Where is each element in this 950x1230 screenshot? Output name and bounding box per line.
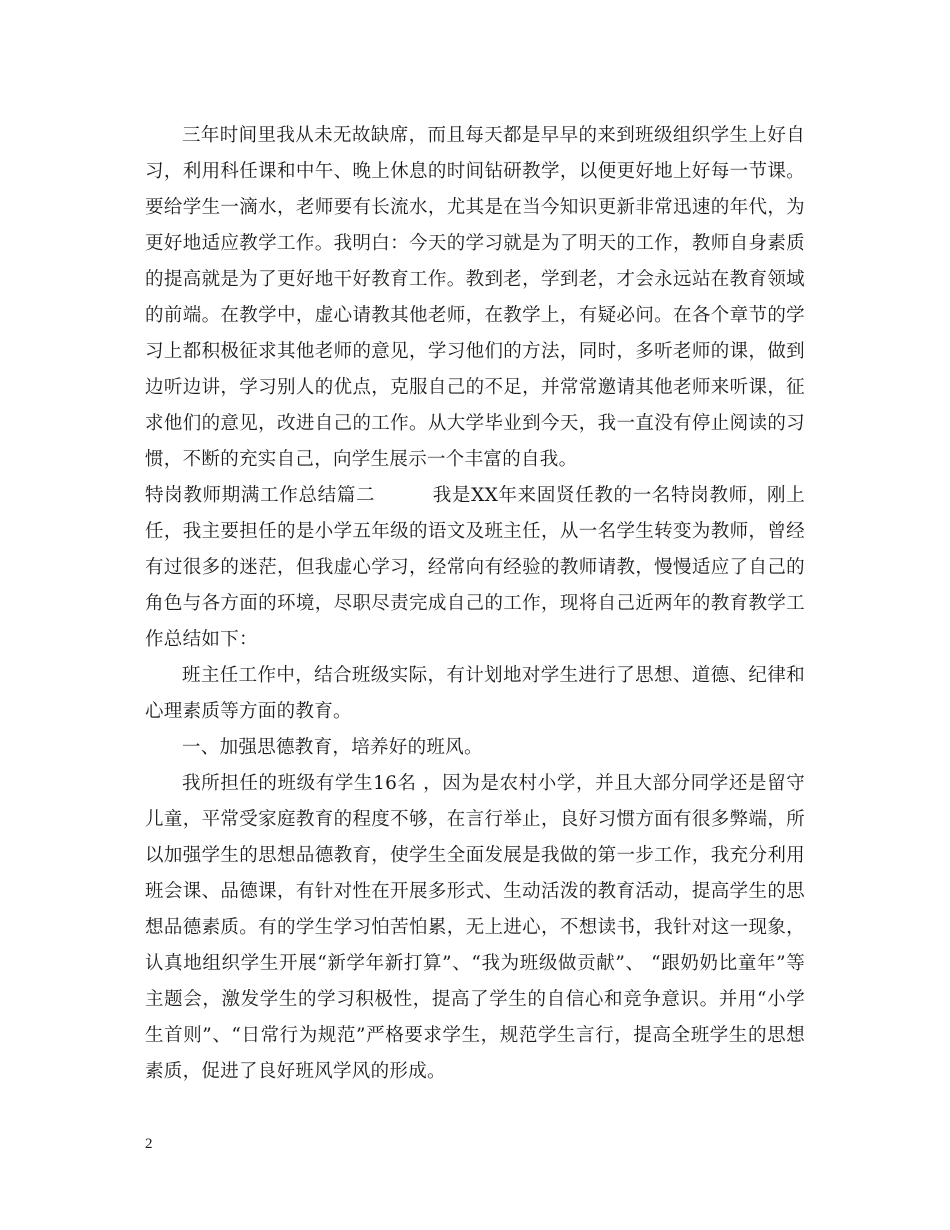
paragraph-class-details: 我所担任的班级有学生16名 ，因为是农村小学，并且大部分同学还是留守儿童，平常受家庭教育的程度不够，在言行举止，良好习惯方面有很多弊端，所以加强学生的思想品德教育，使学生全面发展是我做的第一步工作，我充分利用班会课、品德课，有针对性在开展多形式、生动活泼的教育活动，提高学生的思想品德素质。有的学生学习怕苦怕累，无上进心，不想读书，我针对这一现象，认真地组织学生开展“新学年新打算”、“我为班级做贡献”、 “跟奶奶比童年”等主题会，激发学生的学习积极性，提高了学生的自信心和竞争意识。并用“小学生首则”、“日常行为规范”严格要求学生，规范学生言行，提高全班学生的思想素质，促进了良好班风学风的形成。 bbox=[145, 773, 805, 1082]
paragraph-heading-moral-education: 一、加强思德教育，培养好的班风。 bbox=[182, 737, 483, 758]
document-body bbox=[145, 118, 805, 1090]
page-number: 2 bbox=[145, 1136, 153, 1152]
paragraph-section-two-intro: 特岗教师期满工作总结篇二 我是XX年来固贤任教的一名特岗教师，刚上任，我主要担任的是小学五年级的语文及班主任，从一名学生转变为教师，曾经有过很多的迷茫，但我虚心学习，经常向有经验的教师请教，慢慢适应了自己的角色与各方面的环境，尽职尽责完成自己的工作，现将自己近两年的教育教学工作总结如下： bbox=[145, 485, 805, 650]
paragraph-class-teacher-work: 班主任工作中，结合班级实际，有计划地对学生进行了思想、道德、纪律和心理素质等方面的教育。 bbox=[145, 665, 805, 722]
paragraph-attendance: 三年时间里我从未无故缺席，而且每天都是早早的来到班级组织学生上好自习，利用科任课和中午、晚上休息的时间钻研教学，以便更好地上好每一节课。要给学生一滴水，老师要有长流水，尤其是在当今知识更新非常迅速的年代，为更好地适应教学工作。我明白：今天的学习就是为了明天的工作，教师自身素质的提高就是为了更好地干好教育工作。教到老，学到老，才会永远站在教育领域的前端。在教学中，虚心请教其他老师，在教学上，有疑必问。在各个章节的学习上都积极征求其他老师的意见，学习他们的方法，同时，多听老师的课，做到边听边讲，学习别人的优点，克服自己的不足，并常常邀请其他老师来听课，征求他们的意见，改进自己的工作。从大学毕业到今天，我一直没有停止阅读的习惯，不断的充实自己，向学生展示一个丰富的自我。 bbox=[145, 125, 805, 470]
